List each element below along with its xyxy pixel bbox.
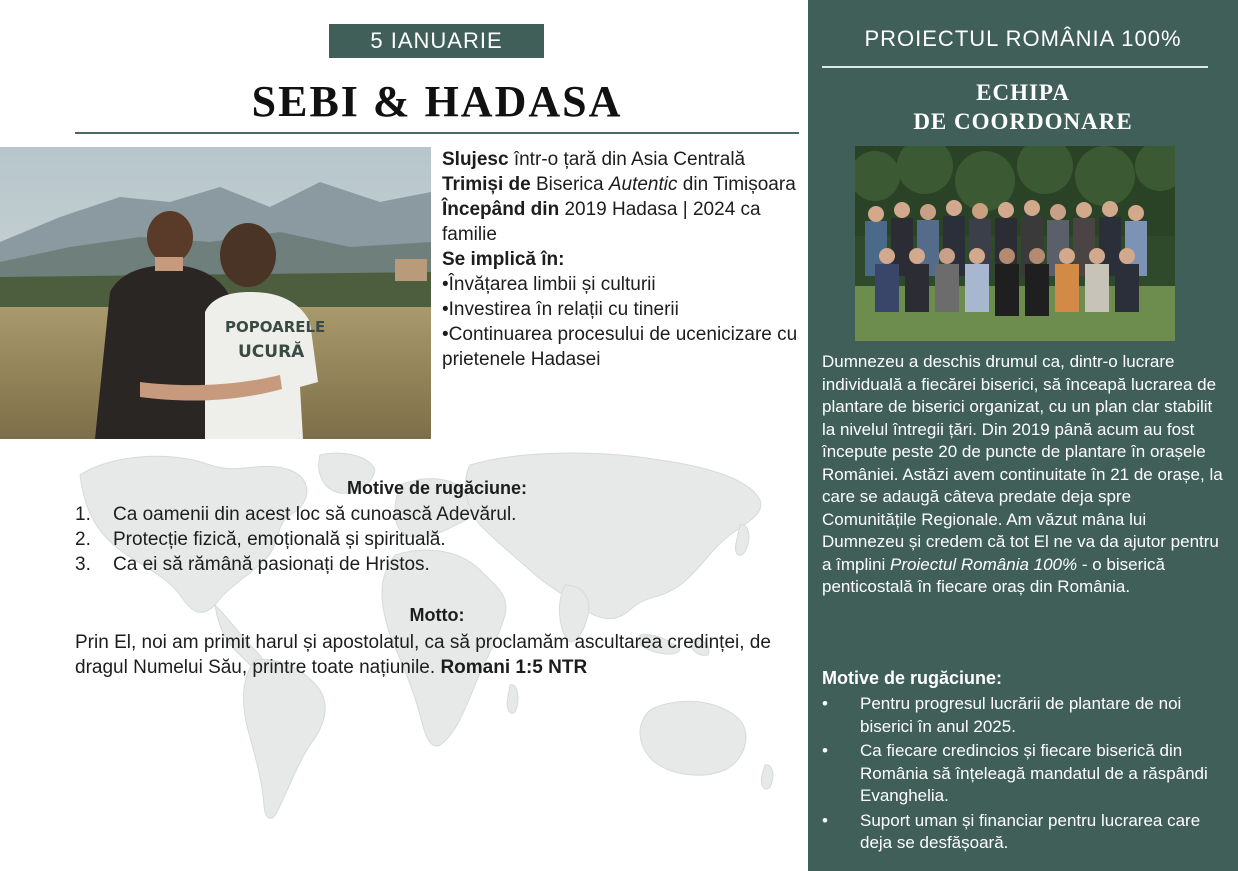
prayer-item xyxy=(75,552,799,577)
team-photo-image xyxy=(855,146,1175,341)
info-serving xyxy=(442,147,802,172)
involved-item: •Investirea în relații cu tinerii xyxy=(442,299,679,320)
missionary-info xyxy=(442,147,802,372)
date-badge: 5 IANUARIE xyxy=(329,24,544,58)
team-photo xyxy=(855,146,1175,341)
project-prayer-list xyxy=(822,693,1226,857)
prayer-item-number: 3. xyxy=(75,554,91,575)
project-title: PROIECTUL ROMÂNIA 100% xyxy=(864,26,1182,51)
info-since-text: 2019 Hadasa | 2024 ca familie xyxy=(442,199,761,245)
couple-photo-image xyxy=(0,147,431,439)
bullet-icon: • xyxy=(822,694,828,713)
prayer-item-text: Ca ei să rămână pasionați de Hristos. xyxy=(113,554,430,575)
svg-text:UCURĂ: UCURĂ xyxy=(238,342,305,362)
project-prayer-item xyxy=(822,693,1226,738)
team-title-line1: ECHIPA xyxy=(976,80,1070,105)
involved-item: •Învățarea limbii și culturii xyxy=(442,274,656,295)
prayer-item-text: Ca oamenii din acest loc să cunoască Adevărul. xyxy=(113,504,517,525)
project-prayer-title: Motive de rugăciune: xyxy=(822,668,1003,688)
prayer-item xyxy=(75,502,799,527)
involved-label-text: Se implică în: xyxy=(442,249,565,270)
description-main: Dumnezeu a deschis drumul ca, dintr-o lucrare individuală a fiecărei biserici, să înceapă lucrarea de plantare de biserici organizat, cu un plan clar stabilit la nivelul întregii țări. Din 2019 până acum au fost începute peste 20 de puncte de plantare în orașele României. Astăzi avem continuitate în 21 de orașe, la care se adaugă câteva predate deja spre Comunitățile Regionale. Am văzut mâna lui Dumnezeu și credem că tot El ne va da ajutor pentru a împlini xyxy=(822,352,1223,574)
motto-title: Motto: xyxy=(409,605,465,625)
title-divider xyxy=(75,132,799,134)
project-prayer-text: Ca fiecare credincios și fiecare biserică din România să înțeleagă mandatul de a răspândi Evanghelia. xyxy=(860,741,1208,805)
project-title-divider xyxy=(822,66,1208,68)
info-since-label: Începând din xyxy=(442,199,560,220)
prayer-list xyxy=(75,502,799,577)
prayer-item-number: 2. xyxy=(75,529,91,550)
info-since xyxy=(442,197,802,247)
info-church-name: Autentic xyxy=(608,174,678,195)
team-title xyxy=(808,78,1238,136)
project-prayer-text: Pentru progresul lucrării de plantare de noi biserici în anul 2025. xyxy=(860,694,1182,736)
description-project-name: Proiectul România 100% xyxy=(890,554,1078,574)
svg-text:POPOARELE: POPOARELE xyxy=(225,318,326,336)
couple-photo xyxy=(0,147,431,439)
bullet-icon: • xyxy=(822,741,828,760)
right-sidebar xyxy=(808,0,1238,871)
prayer-item xyxy=(75,527,799,552)
motto-reference: Romani 1:5 NTR xyxy=(440,657,588,678)
prayer-title: Motive de rugăciune: xyxy=(346,478,528,498)
info-serving-label: Slujesc xyxy=(442,149,509,170)
project-prayer-text: Suport uman și financiar pentru lucrarea care deja se desfășoară. xyxy=(860,810,1201,852)
info-sent-by xyxy=(442,172,802,197)
involved-item: •Continuarea procesului de ucenicizare cu prietenele Hadasei xyxy=(442,324,798,370)
info-sent-by-label: Trimiși de xyxy=(442,174,531,195)
motto-text xyxy=(75,630,805,680)
project-prayer-item xyxy=(822,740,1226,808)
info-sent-by-text: Biserica xyxy=(530,174,609,195)
team-title-line2: DE COORDONARE xyxy=(913,109,1133,134)
prayer-item-text: Protecție fizică, emoțională și spirituală. xyxy=(113,529,446,550)
info-sent-by-city: din Timișoara xyxy=(677,174,796,195)
info-involved-label xyxy=(442,247,802,272)
prayer-item-number: 1. xyxy=(75,504,91,525)
project-description xyxy=(822,351,1226,599)
info-serving-text: într-o țară din Asia Centrală xyxy=(508,149,746,170)
bullet-icon: • xyxy=(822,810,828,830)
page-title: SEBI & HADASA xyxy=(251,77,623,126)
description-tail: - o biserică penticostală în fiecare oraș din România. xyxy=(822,554,1166,596)
motto-verse: Prin El, noi am primit harul și apostolatul, ca să proclamăm ascultarea credinței, de dragul Numelui Său, printre toate națiunile. xyxy=(75,632,771,678)
project-prayer-item xyxy=(822,810,1226,855)
